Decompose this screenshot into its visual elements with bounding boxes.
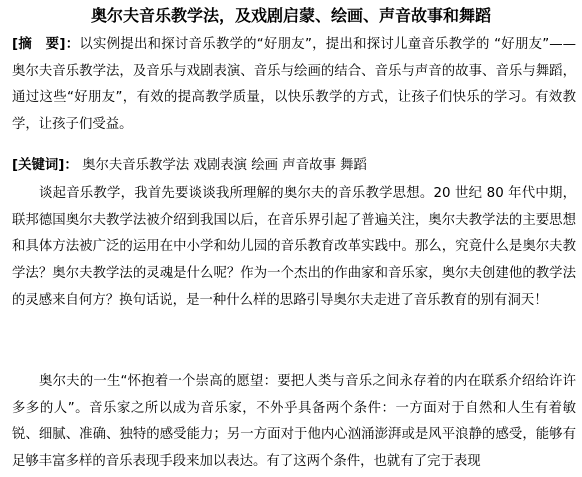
keywords-line: [12, 153, 576, 180]
keywords-text: 奥尔夫音乐教学法 戏剧表演 绘画 声音故事 舞蹈: [77, 158, 367, 173]
keywords-label: [关键词]：: [12, 158, 78, 173]
abstract-paragraph: [12, 32, 576, 139]
document-title: 奥尔夫音乐教学法，及戏剧启蒙、绘画、声音故事和舞蹈: [90, 6, 491, 25]
body-paragraph-2: 奥尔夫的一生“怀抱着一个崇高的愿望：要把人类与音乐之间永存着的内在联系介绍给许许多多的人”。音乐家之所以成为音乐家，不外乎具备两个条件：一方面对于自然和人生有着敏锐、细腻、准确、独特的感受能力；另一方面对于他内心汹涌澎湃或是风平浪静的感受，能够有足够丰富多样的音乐表现手段来加以表达。有了这两个条件，也就有了完于表现: [12, 374, 576, 470]
abstract-text: 以实例提出和探讨音乐教学的“好朋友”，提出和探讨儿童音乐教学的 “好朋友”——奥尔夫音乐教学法，及音乐与戏剧表演、音乐与绘画的结合、音乐与声音的故事、音乐与舞蹈， 通过这些“好朋友”，有效的提高教学质量，以快乐教学的方式，让孩子们快乐的学习。有效教学，让孩子们受益。: [12, 37, 576, 133]
body-paragraph-1: 谈起音乐教学，我首先要谈谈我所理解的奥尔夫的音乐教学思想。20 世纪 80 年代中期，联邦德国奥尔夫教学法被介绍到我国以后，在音乐界引起了普遍关注，奥尔夫教学法的主要思想和具体方法被广泛的运用在中小学和幼儿园的音乐教育改革实践中。那么，究竟什么是奥尔夫教学法？奥尔夫教学法的灵魂是什么呢？作为一个杰出的作曲家和音乐家，奥尔夫创建他的教学法的灵感来自何方？换句话说，是一种什么样的思路引导奥尔夫走进了音乐教育的别有洞天！: [12, 186, 576, 308]
abstract-label: [摘 要]：: [12, 37, 80, 52]
